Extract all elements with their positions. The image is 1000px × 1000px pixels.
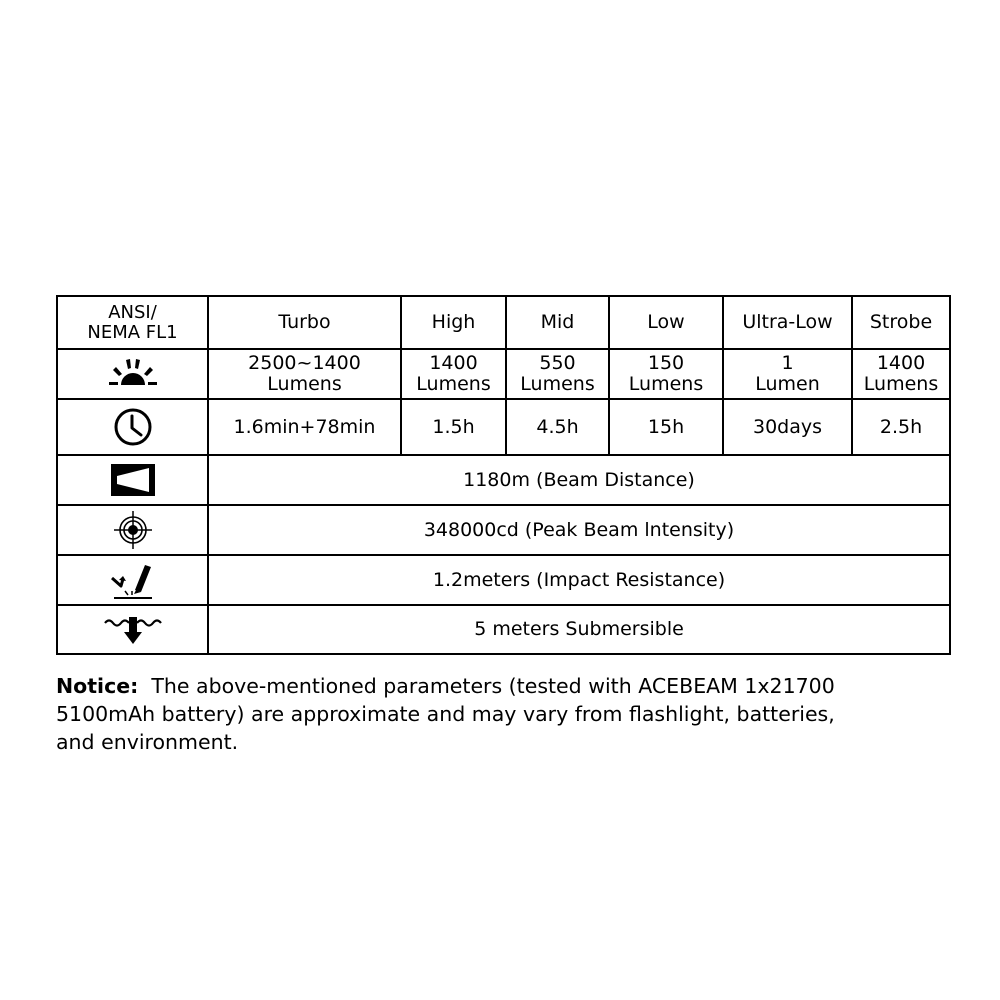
runtime-row [57, 399, 950, 455]
runtime-high: 1.5h [401, 399, 506, 455]
impact-row [57, 555, 950, 605]
waterproof-value: 5 meters Submersible [208, 605, 950, 654]
output-strobe: 1400 Lumens [852, 349, 950, 399]
mode-mid: Mid [506, 296, 609, 349]
output-high: 1400 Lumens [401, 349, 506, 399]
peak-intensity-row [57, 505, 950, 555]
output-icon-cell [57, 349, 208, 399]
impact-resistance-icon [108, 560, 158, 600]
output-row [57, 349, 950, 399]
runtime-low: 15h [609, 399, 723, 455]
notice-label: Notice: [56, 674, 139, 698]
impact-icon-cell [57, 555, 208, 605]
runtime-ultra-low: 30days [723, 399, 852, 455]
output-mid: 550 Lumens [506, 349, 609, 399]
beam-distance-row [57, 455, 950, 505]
waterproof-icon-cell [57, 605, 208, 654]
runtime-icon-cell [57, 399, 208, 455]
standard-line1: ANSI/ [108, 301, 157, 323]
mode-turbo: Turbo [208, 296, 401, 349]
notice-line1: The above-mentioned parameters (tested with ACEBEAM 1x21700 [151, 674, 835, 698]
notice-line2: 5100mAh battery) are approximate and may vary from flashlight, batteries, [56, 702, 835, 726]
submersible-icon [103, 613, 163, 647]
mode-high: High [401, 296, 506, 349]
output-turbo: 2500~1400 Lumens [208, 349, 401, 399]
beam-distance-value: 1180m (Beam Distance) [208, 455, 950, 505]
mode-ultra-low: Ultra-Low [723, 296, 852, 349]
beam-distance-icon [109, 462, 157, 498]
notice [56, 672, 961, 756]
peak-intensity-value: 348000cd (Peak Beam lntensity) [208, 505, 950, 555]
target-icon [113, 510, 153, 550]
header-row [57, 296, 950, 349]
beam-distance-icon-cell [57, 455, 208, 505]
runtime-strobe: 2.5h [852, 399, 950, 455]
spec-table [56, 295, 951, 655]
standard-line2: NEMA FL1 [87, 321, 178, 343]
peak-intensity-icon-cell [57, 505, 208, 555]
standard-cell [57, 296, 208, 349]
brightness-sun-icon [103, 357, 163, 391]
output-low: 150 Lumens [609, 349, 723, 399]
notice-line3: and environment. [56, 730, 239, 754]
mode-strobe: Strobe [852, 296, 950, 349]
impact-value: 1.2meters (Impact Resistance) [208, 555, 950, 605]
runtime-turbo: 1.6min+78min [208, 399, 401, 455]
clock-icon [113, 407, 153, 447]
mode-low: Low [609, 296, 723, 349]
waterproof-row [57, 605, 950, 654]
output-ultra-low: 1 Lumen [723, 349, 852, 399]
runtime-mid: 4.5h [506, 399, 609, 455]
